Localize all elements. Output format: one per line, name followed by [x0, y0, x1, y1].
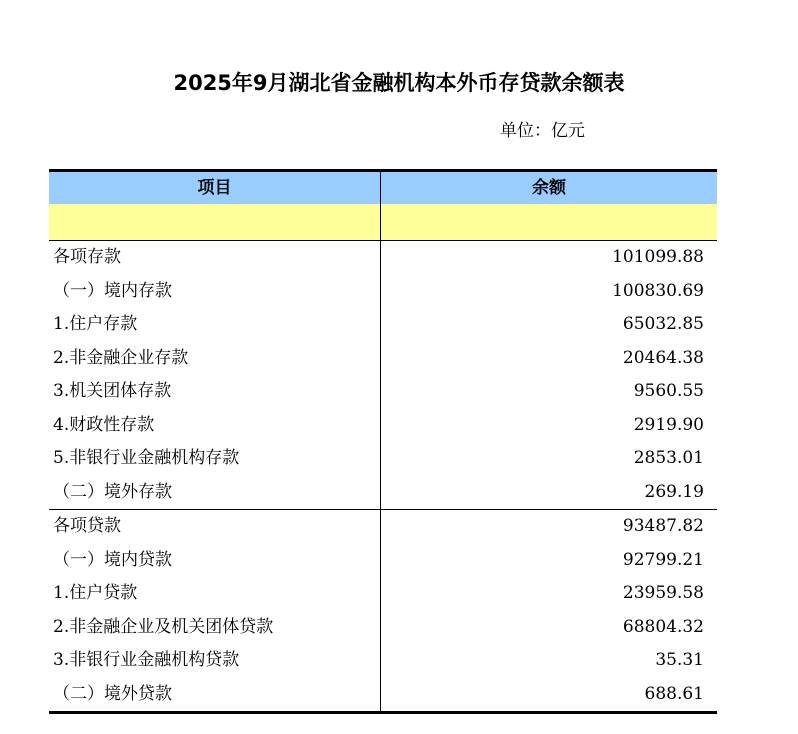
row-value: 92799.21	[622, 549, 704, 570]
row-item: 各项存款	[53, 247, 121, 267]
row-item: （一）境内存款	[53, 280, 172, 301]
row-value: 68804.32	[622, 616, 704, 637]
row-value: 2853.01	[633, 448, 704, 468]
row-item: 3.非银行业金融机构贷款	[53, 650, 240, 670]
row-value: 2919.90	[633, 414, 704, 435]
deposits-group	[49, 241, 717, 509]
row-item: 2.非金融企业及机关团体贷款	[53, 616, 274, 637]
row-value: 9560.55	[633, 381, 704, 401]
row-item: （一）境内贷款	[53, 549, 172, 570]
table-band-row	[49, 204, 717, 241]
row-value: 93487.82	[622, 516, 704, 536]
row-item: 3.机关团体存款	[53, 381, 172, 401]
row-value: 100830.69	[612, 280, 704, 301]
row-value: 23959.58	[622, 583, 704, 603]
table-header-row	[49, 172, 717, 204]
balance-table	[49, 169, 717, 714]
page-title: 2025年9月湖北省金融机构本外币存贷款余额表	[173, 71, 625, 95]
unit-label: 单位：亿元	[500, 121, 585, 141]
row-value: 101099.88	[612, 247, 704, 267]
loans-item-column	[49, 510, 381, 711]
loans-group	[49, 509, 717, 711]
row-item: 4.财政性存款	[53, 414, 155, 435]
deposits-value-column	[381, 241, 717, 509]
row-value: 20464.38	[622, 347, 704, 368]
row-value: 65032.85	[622, 314, 704, 334]
row-item: （二）境外存款	[53, 481, 172, 502]
loans-value-column	[381, 510, 717, 711]
row-item: 各项贷款	[53, 516, 121, 536]
row-value: 35.31	[655, 650, 704, 670]
row-item: 1.住户贷款	[53, 583, 138, 603]
row-value: 688.61	[644, 683, 704, 704]
deposits-item-column	[49, 241, 381, 509]
row-item: 2.非金融企业存款	[53, 347, 189, 368]
row-item: 1.住户存款	[53, 314, 138, 334]
band-value-cell	[381, 204, 717, 240]
header-balance: 余额	[532, 178, 566, 198]
row-item: （二）境外贷款	[53, 683, 172, 704]
row-item: 5.非银行业金融机构存款	[53, 448, 240, 468]
header-item: 项目	[49, 172, 381, 204]
row-value: 269.19	[644, 481, 704, 502]
band-item-cell	[49, 204, 381, 240]
